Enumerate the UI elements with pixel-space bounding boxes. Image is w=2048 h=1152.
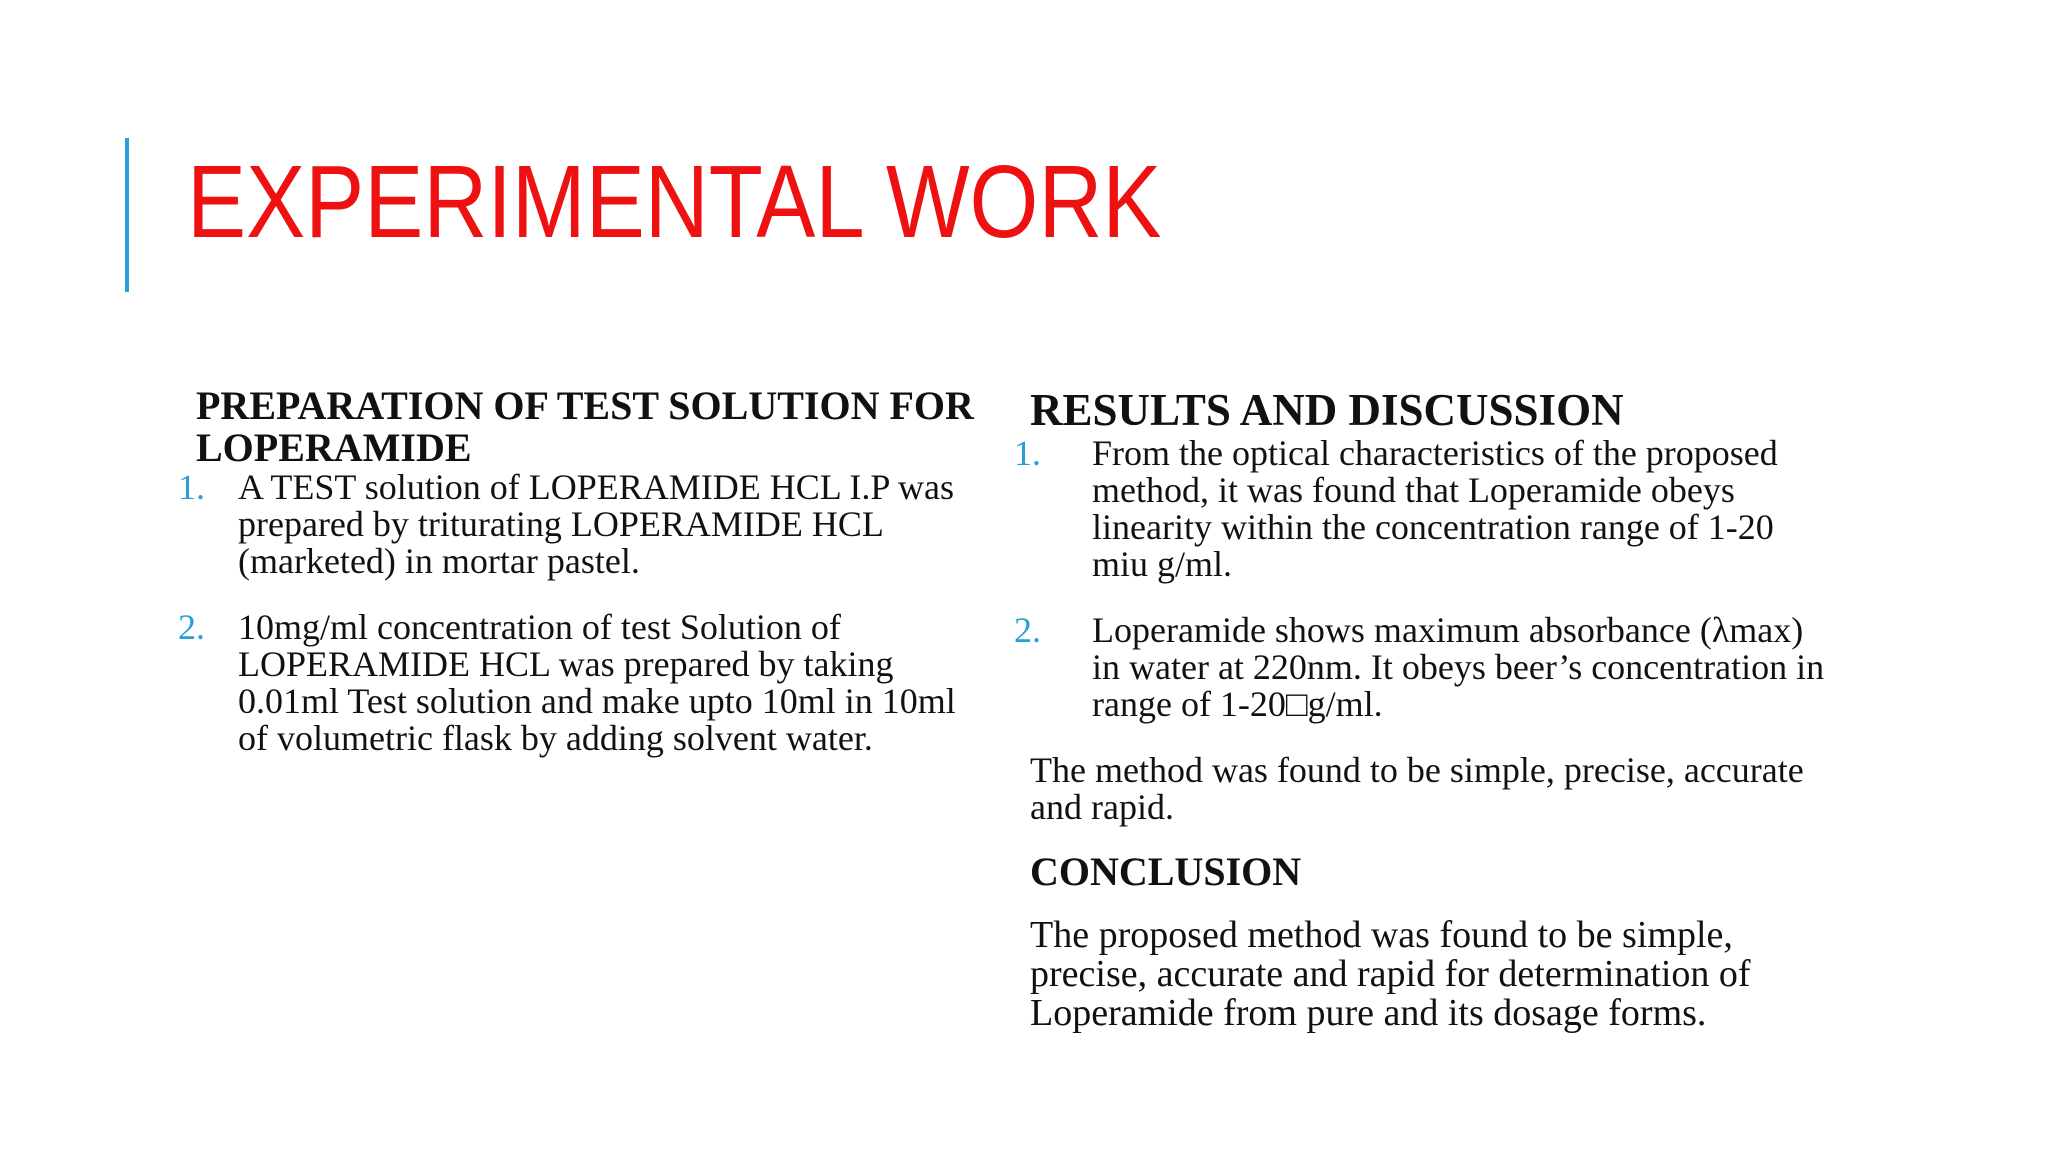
left-column — [178, 383, 976, 786]
title-accent-bar — [125, 138, 129, 292]
list-item-text: Loperamide shows maximum absorbance (λmax) in water at 220nm. It obeys beer’s concentration in range of 1-20□g/ml. — [1092, 610, 1825, 724]
list-number: 1. — [178, 467, 205, 507]
list-item — [1014, 610, 1830, 724]
right-column — [1014, 385, 1830, 1034]
preparation-heading: PREPARATION OF TEST SOLUTION FOR LOPERAMIDE — [196, 383, 974, 470]
results-summary: The method was found to be simple, precise, accurate and rapid. — [1030, 750, 1804, 827]
list-item — [1014, 433, 1830, 584]
list-item-text: 10mg/ml concentration of test Solution of LOPERAMIDE HCL was prepared by taking 0.01ml Test solution and make upto 10ml in 10ml of volumetric flask by adding solvent water. — [238, 607, 956, 758]
results-list — [1014, 433, 1830, 724]
list-number: 2. — [178, 607, 205, 647]
preparation-list — [178, 467, 976, 758]
list-item-text: A TEST solution of LOPERAMIDE HCL I.P was prepared by triturating LOPERAMIDE HCL (marketed) in mortar pastel. — [238, 467, 955, 581]
conclusion-text: The proposed method was found to be simple, precise, accurate and rapid for determination of Loperamide from pure and its dosage forms. — [1030, 914, 1751, 1034]
list-number: 2. — [1014, 610, 1041, 650]
slide-title: EXPERIMENTAL WORK — [187, 144, 1162, 259]
conclusion-heading: CONCLUSION — [1030, 849, 1302, 894]
list-item-text: From the optical characteristics of the proposed method, it was found that Loperamide obeys linearity within the concentration range of 1-20 miu g/ml. — [1092, 433, 1778, 584]
list-item — [178, 467, 976, 581]
list-number: 1. — [1014, 433, 1041, 473]
results-heading: RESULTS AND DISCUSSION — [1030, 385, 1624, 435]
list-item — [178, 607, 976, 758]
